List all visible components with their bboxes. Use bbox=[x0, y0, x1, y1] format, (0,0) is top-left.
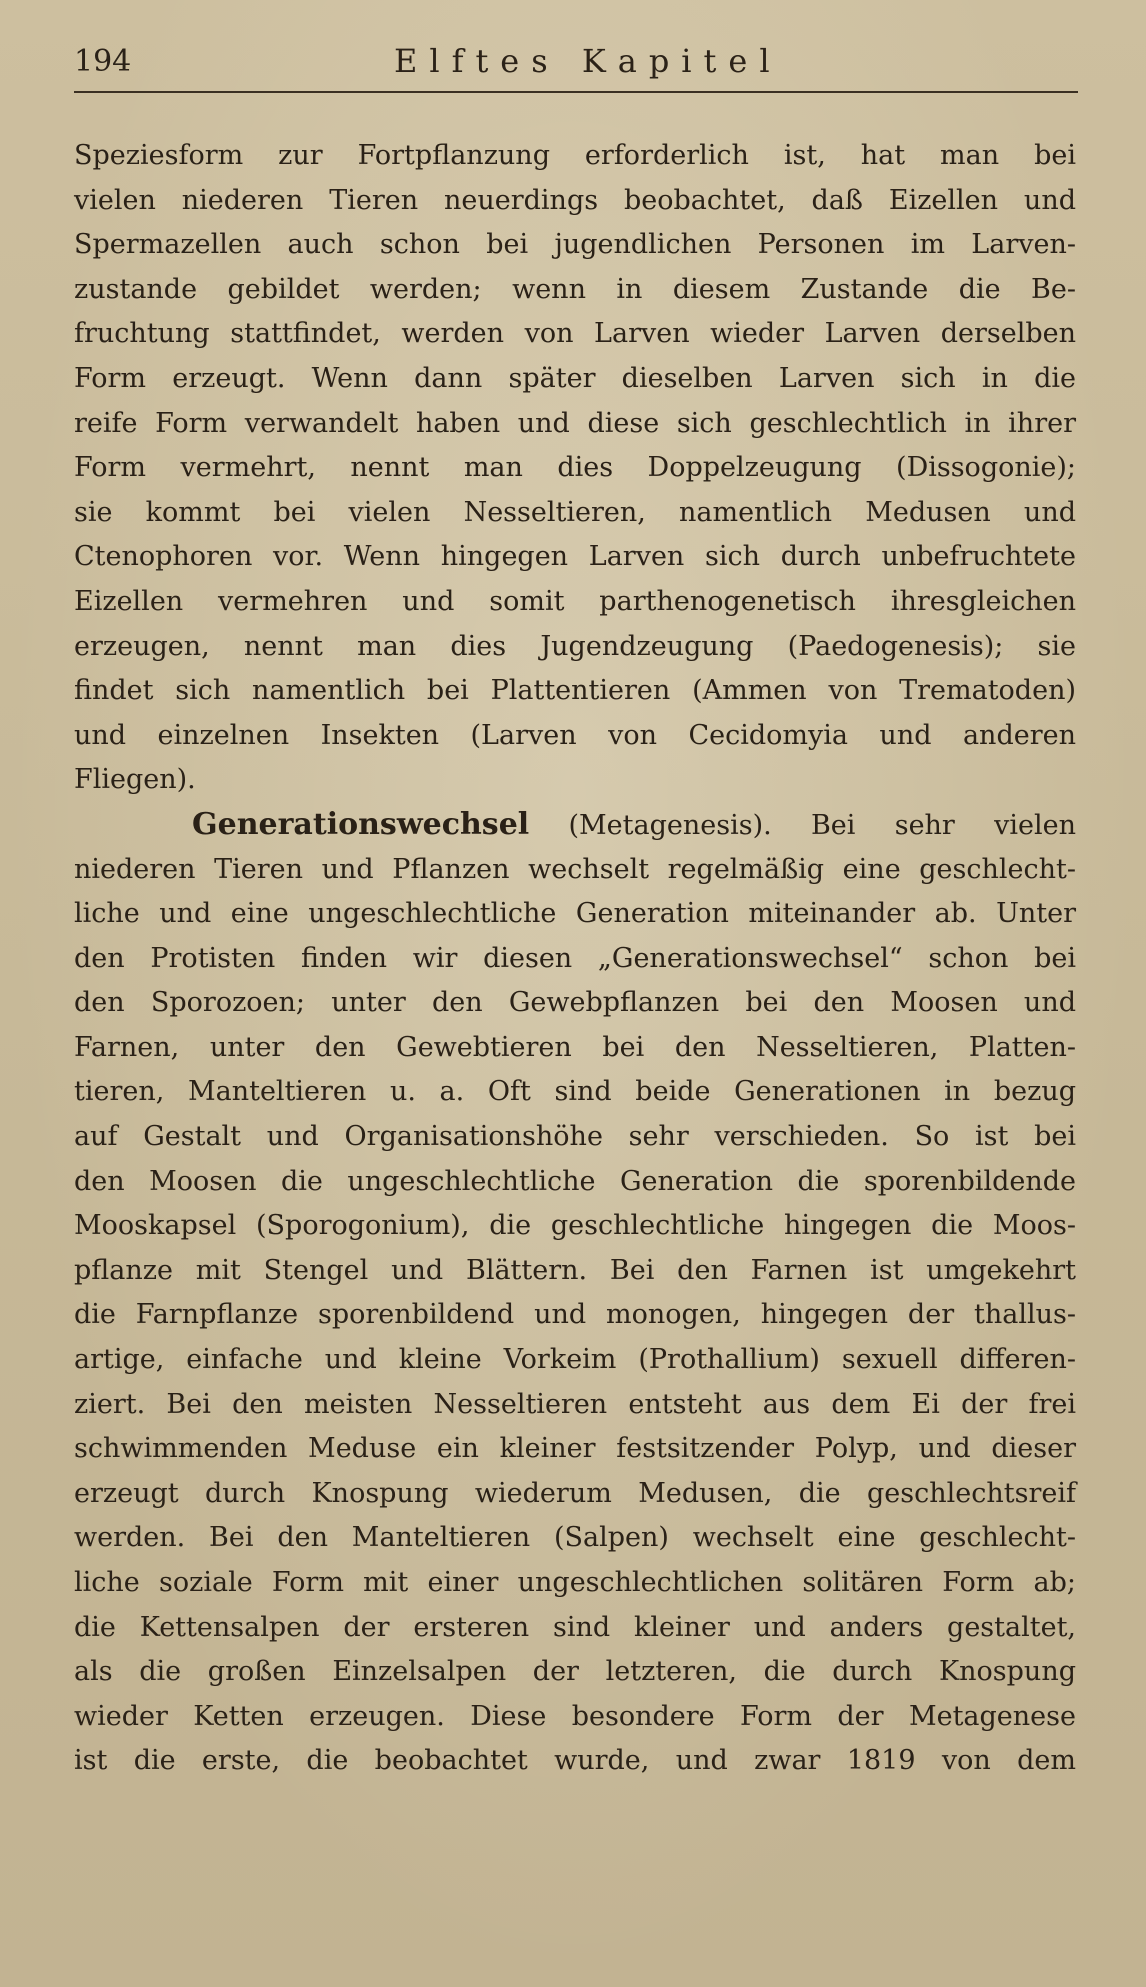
text-line: Fliegen). bbox=[74, 764, 196, 796]
paragraph-continuation bbox=[74, 134, 1076, 803]
page-number: 194 bbox=[74, 44, 132, 79]
text-line: niederen Tieren und Pflanzen wechselt regelmäßig eine geschlecht- bbox=[74, 853, 1076, 885]
text-line: Mooskapsel (Sporogonium), die geschlechtliche hingegen die Moos- bbox=[74, 1210, 1076, 1242]
body-text bbox=[74, 134, 1076, 1784]
paragraph-first-line bbox=[74, 803, 1076, 848]
heading-term: Generationswechsel bbox=[192, 806, 530, 842]
text-line: findet sich namentlich bei Plattentieren (Ammen von Trematoden) bbox=[74, 675, 1076, 707]
text-line: werden. Bei den Manteltieren (Salpen) wechselt eine geschlecht- bbox=[74, 1522, 1076, 1554]
header-rule bbox=[74, 91, 1078, 93]
text-line: den Sporozoen; unter den Gewebpflanzen bei den Moosen und bbox=[74, 987, 1076, 1019]
text-line: vielen niederen Tieren neuerdings beobachtet, daß Eizellen und bbox=[74, 184, 1076, 216]
text-line: den Protisten finden wir diesen „Generationswechsel“ schon bei bbox=[74, 942, 1076, 974]
text-line: sie kommt bei vielen Nesseltieren, namentlich Medusen und bbox=[74, 496, 1076, 528]
text-line: Speziesform zur Fortpflanzung erforderlich ist, hat man bei bbox=[74, 140, 1076, 171]
text-line: reife Form verwandelt haben und diese sich geschlechtlich in ihrer bbox=[74, 407, 1076, 439]
text-line: erzeugen, nennt man dies Jugendzeugung (Paedogenesis); sie bbox=[74, 630, 1076, 662]
text-line: wieder Ketten erzeugen. Diese besondere Form der Metagenese bbox=[74, 1700, 1076, 1732]
text-line: als die großen Einzelsalpen der letzteren, die durch Knospung bbox=[74, 1656, 1076, 1688]
text-line: und einzelnen Insekten (Larven von Cecidomyia und anderen bbox=[74, 719, 1076, 751]
text-line: die Kettensalpen der ersteren sind kleiner und anders gestaltet, bbox=[74, 1611, 1076, 1643]
text-line: auf Gestalt und Organisationshöhe sehr verschieden. So ist bei bbox=[74, 1121, 1076, 1153]
paragraph-generationswechsel bbox=[74, 803, 1076, 1784]
first-line-rest: (Metagenesis). Bei sehr vielen bbox=[568, 809, 1076, 841]
text-line: fruchtung stattfindet, werden von Larven wieder Larven derselben bbox=[74, 318, 1076, 350]
text-line: Eizellen vermehren und somit parthenogenetisch ihresgleichen bbox=[74, 585, 1076, 617]
text-line: Form vermehrt, nennt man dies Doppelzeugung (Dissogonie); bbox=[74, 452, 1076, 484]
text-line: ziert. Bei den meisten Nesseltieren entsteht aus dem Ei der frei bbox=[74, 1388, 1076, 1420]
text-line: erzeugt durch Knospung wiederum Medusen, die geschlechtsreif bbox=[74, 1477, 1076, 1509]
text-line: liche soziale Form mit einer ungeschlechtlichen solitären Form ab; bbox=[74, 1567, 1076, 1598]
text-line: den Moosen die ungeschlechtliche Generation die sporenbildende bbox=[74, 1165, 1076, 1197]
text-line: Ctenophoren vor. Wenn hingegen Larven sich durch unbefruchtete bbox=[74, 541, 1076, 573]
text-line: die Farnpflanze sporenbildend und monogen, hingegen der thallus- bbox=[74, 1299, 1076, 1331]
text-line: Form erzeugt. Wenn dann später dieselben Larven sich in die bbox=[74, 362, 1076, 394]
text-line: Spermazellen auch schon bei jugendlichen Personen im Larven- bbox=[74, 229, 1076, 261]
page-header bbox=[74, 44, 1078, 92]
text-line: tieren, Manteltieren u. a. Oft sind beide Generationen in bezug bbox=[74, 1076, 1076, 1108]
text-line: ist die erste, die beobachtet wurde, und zwar 1819 von dem bbox=[74, 1745, 1076, 1777]
text-line: liche und eine ungeschlechtliche Generation miteinander ab. Unter bbox=[74, 898, 1076, 930]
running-title: Elftes Kapitel bbox=[394, 42, 782, 80]
text-line: schwimmenden Meduse ein kleiner festsitzender Polyp, und dieser bbox=[74, 1433, 1076, 1465]
text-line: Farnen, unter den Gewebtieren bei den Nesseltieren, Platten- bbox=[74, 1031, 1076, 1063]
text-line: pflanze mit Stengel und Blättern. Bei den Farnen ist umgekehrt bbox=[74, 1254, 1076, 1286]
text-line: zustande gebildet werden; wenn in diesem Zustande die Be- bbox=[74, 273, 1076, 305]
text-line: artige, einfache und kleine Vorkeim (Prothallium) sexuell differen- bbox=[74, 1344, 1076, 1376]
